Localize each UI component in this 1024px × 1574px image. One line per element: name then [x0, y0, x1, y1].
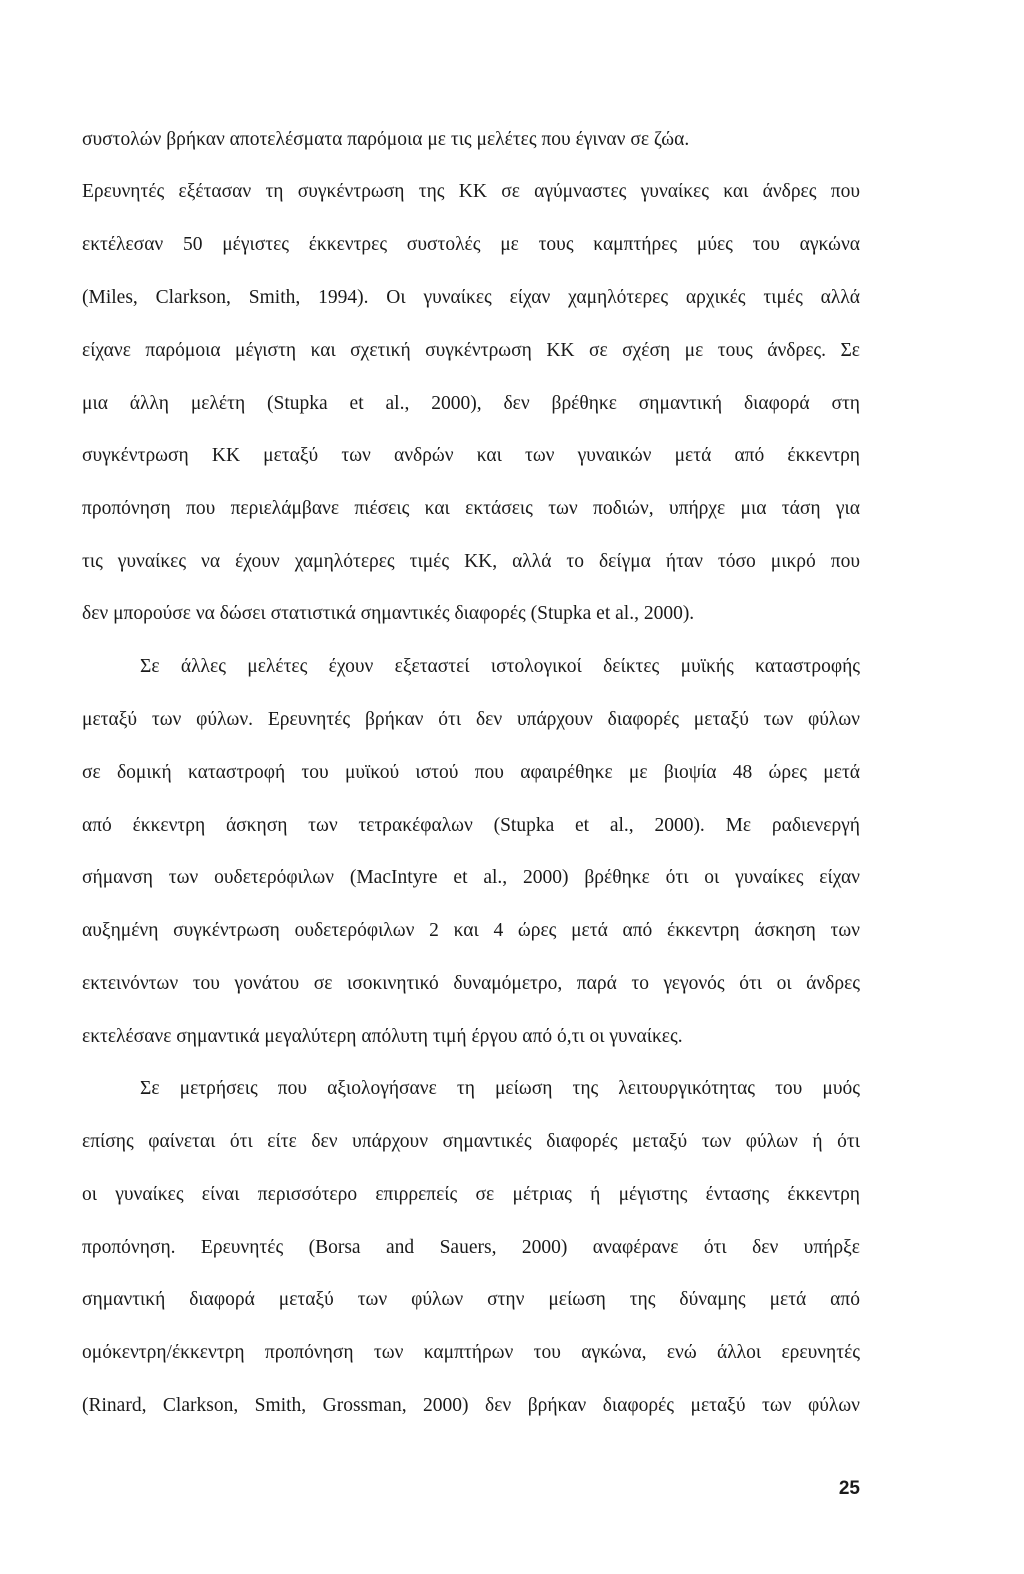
text-line: εκτεινόντων του γονάτου σε ισοκινητικό δυναμόμετρο, παρά το γεγονός ότι οι άνδρες: [82, 973, 860, 994]
text-line: δεν μπορούσε να δώσει στατιστικά σημαντικές διαφορές (Stupka et al., 2000).: [82, 603, 695, 624]
text-line: σήμανση των ουδετερόφιλων (MacIntyre et al., 2000) βρέθηκε ότι οι γυναίκες είχαν: [82, 867, 860, 888]
text-line: Ερευνητές εξέτασαν τη συγκέντρωση της ΚΚ σε αγύμναστες γυναίκες και άνδρες που: [82, 181, 860, 202]
page-number: 25: [838, 1478, 860, 1499]
text-line: εκτέλεσαν 50 μέγιστες έκκεντρες συστολές με τους καμπτήρες μύες του αγκώνα: [82, 234, 860, 255]
text-line: Σε άλλες μελέτες έχουν εξεταστεί ιστολογικοί δείκτες μυϊκής καταστροφής: [140, 656, 860, 677]
text-line: εκτελέσανε σημαντικά μεγαλύτερη απόλυτη τιμή έργου από ό,τι οι γυναίκες.: [82, 1026, 683, 1047]
text-line: προπόνηση. Ερευνητές (Borsa and Sauers, 2000) αναφέρανε ότι δεν υπήρξε: [82, 1237, 860, 1258]
text-line: είχανε παρόμοια μέγιστη και σχετική συγκέντρωση ΚΚ σε σχέση με τους άνδρες. Σε: [82, 340, 860, 361]
text-line: ομόκεντρη/έκκεντρη προπόνηση των καμπτήρων του αγκώνα, ενώ άλλοι ερευνητές: [82, 1342, 860, 1363]
text-line: (Rinard, Clarkson, Smith, Grossman, 2000) δεν βρήκαν διαφορές μεταξύ των φύλων: [82, 1395, 860, 1416]
text-line: τις γυναίκες να έχουν χαμηλότερες τιμές ΚΚ, αλλά το δείγμα ήταν τόσο μικρό που: [82, 551, 860, 572]
text-line: αυξημένη συγκέντρωση ουδετερόφιλων 2 και 4 ώρες μετά από έκκεντρη άσκηση των: [82, 920, 860, 941]
text-line: επίσης φαίνεται ότι είτε δεν υπάρχουν σημαντικές διαφορές μεταξύ των φύλων ή ότι: [82, 1131, 860, 1152]
text-line: προπόνηση που περιελάμβανε πιέσεις και εκτάσεις των ποδιών, υπήρχε μια τάση για: [82, 498, 860, 519]
text-line: συγκέντρωση ΚΚ μεταξύ των ανδρών και των γυναικών μετά από έκκεντρη: [82, 445, 860, 466]
text-line: (Miles, Clarkson, Smith, 1994). Οι γυναίκες είχαν χαμηλότερες αρχικές τιμές αλλά: [82, 287, 860, 308]
text-line: Σε μετρήσεις που αξιολογήσανε τη μείωση της λειτουργικότητας του μυός: [140, 1078, 860, 1099]
text-line: σε δομική καταστροφή του μυϊκού ιστού που αφαιρέθηκε με βιοψία 48 ώρες μετά: [82, 762, 860, 783]
text-line: μεταξύ των φύλων. Ερευνητές βρήκαν ότι δεν υπάρχουν διαφορές μεταξύ των φύλων: [82, 709, 860, 730]
text-line: από έκκεντρη άσκηση των τετρακέφαλων (Stupka et al., 2000). Με ραδιενεργή: [82, 815, 860, 836]
text-line: συστολών βρήκαν αποτελέσματα παρόμοια με τις μελέτες που έγιναν σε ζώα.: [82, 129, 690, 150]
text-line: οι γυναίκες είναι περισσότερο επιρρεπείς σε μέτριας ή μέγιστης έντασης έκκεντρη: [82, 1184, 860, 1205]
text-line: μια άλλη μελέτη (Stupka et al., 2000), δεν βρέθηκε σημαντική διαφορά στη: [82, 393, 860, 414]
text-line: σημαντική διαφορά μεταξύ των φύλων στην μείωση της δύναμης μετά από: [82, 1289, 860, 1310]
